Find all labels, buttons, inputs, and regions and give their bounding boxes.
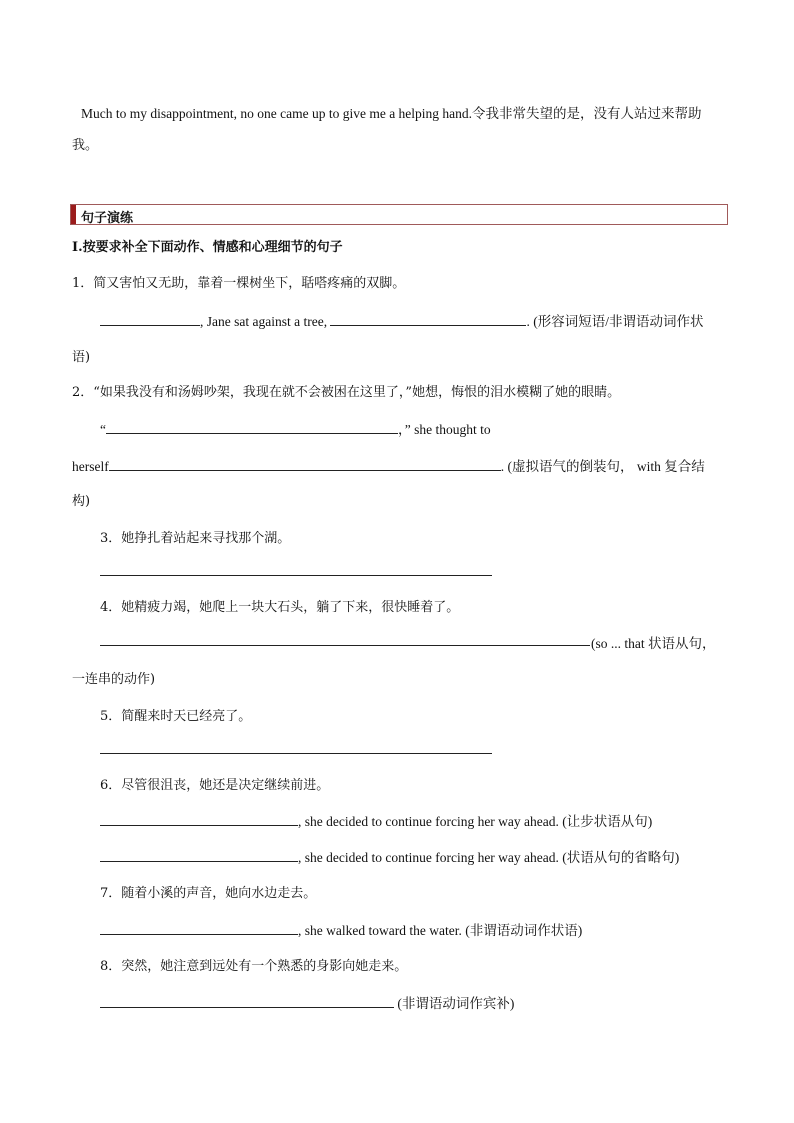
q4-hint-cont: 一连串的动作) bbox=[72, 672, 156, 687]
q7-prompt: 7．随着小溪的声音，她向水边走去。 bbox=[100, 886, 317, 901]
q3-blank[interactable] bbox=[100, 575, 492, 576]
q2-hint: . (虚拟语气的倒装句， with 复合结 bbox=[500, 459, 705, 474]
q2-answer-line-1 bbox=[100, 418, 491, 438]
q6-text-1: , she decided to continue forcing her way ahead. (让步状语从句) bbox=[298, 814, 653, 829]
intro-line-1: Much to my disappointment, no one came up to give me a helping hand.令我非常失望的是，没有人站过来帮助 bbox=[81, 106, 702, 121]
q1-blank-2[interactable] bbox=[330, 313, 526, 326]
q6-text-2: , she decided to continue forcing her way ahead. (状语从句的省略句) bbox=[298, 850, 680, 865]
q8-prompt: 8．突然，她注意到远处有一个熟悉的身影向她走来。 bbox=[100, 959, 408, 974]
q8-blank[interactable] bbox=[100, 995, 394, 1008]
q7-blank[interactable] bbox=[100, 922, 298, 935]
q4-blank[interactable] bbox=[100, 645, 590, 646]
q6-blank-1[interactable] bbox=[100, 813, 298, 826]
q2-open-quote: “ bbox=[100, 422, 106, 437]
intro-line-2: 我。 bbox=[72, 138, 99, 153]
section-header bbox=[70, 204, 728, 225]
q4-prompt: 4．她精疲力竭，她爬上一块大石头，躺了下来，很快睡着了。 bbox=[100, 600, 460, 615]
q6-answer-line-2 bbox=[100, 846, 679, 866]
q1-blank-1[interactable] bbox=[100, 313, 200, 326]
q1-prompt: 1．简又害怕又无助，靠着一棵树坐下，聒嗒疼痛的双脚。 bbox=[72, 276, 406, 291]
q8-hint: (非谓语动词作宾补) bbox=[394, 996, 515, 1011]
q5-blank[interactable] bbox=[100, 753, 492, 754]
q2-blank-1[interactable] bbox=[106, 421, 398, 434]
section-accent-bar bbox=[71, 205, 76, 224]
q6-prompt: 6．尽管很沮丧，她还是决定继续前进。 bbox=[100, 778, 330, 793]
q7-answer-line bbox=[100, 919, 582, 939]
q1-answer-line bbox=[100, 310, 703, 330]
q1-hint-cont: 语) bbox=[72, 350, 91, 365]
q2-herself: herself bbox=[72, 459, 109, 474]
q6-answer-line-1 bbox=[100, 810, 652, 830]
q7-text: , she walked toward the water. (非谓语动词作状语) bbox=[298, 923, 583, 938]
q3-prompt: 3．她挣扎着站起来寻找那个湖。 bbox=[100, 531, 291, 546]
q6-blank-2[interactable] bbox=[100, 849, 298, 862]
q8-answer-line bbox=[100, 992, 514, 1012]
q2-blank-2[interactable] bbox=[109, 458, 501, 471]
q4-hint: (so ... that 状语从句， bbox=[591, 636, 716, 651]
q2-close-text: ，” she thought to bbox=[398, 422, 491, 437]
q2-hint-cont: 构) bbox=[72, 494, 91, 509]
q5-prompt: 5．简醒来时天已经亮了。 bbox=[100, 709, 252, 724]
q2-answer-line-2 bbox=[72, 455, 705, 475]
section-title: 句子演练 bbox=[81, 211, 134, 226]
q1-hint: . (形容词短语/非谓语动词作状 bbox=[526, 314, 704, 329]
section-subtitle: Ⅰ.按要求补全下面动作、情感和心理细节的句子 bbox=[72, 240, 343, 255]
q2-prompt: 2．“如果我没有和汤姆吵架，我现在就不会被困在这里了，”她想，悔恨的泪水模糊了她的眼睛。 bbox=[72, 385, 621, 400]
q1-mid-text: , Jane sat against a tree, bbox=[200, 314, 328, 329]
